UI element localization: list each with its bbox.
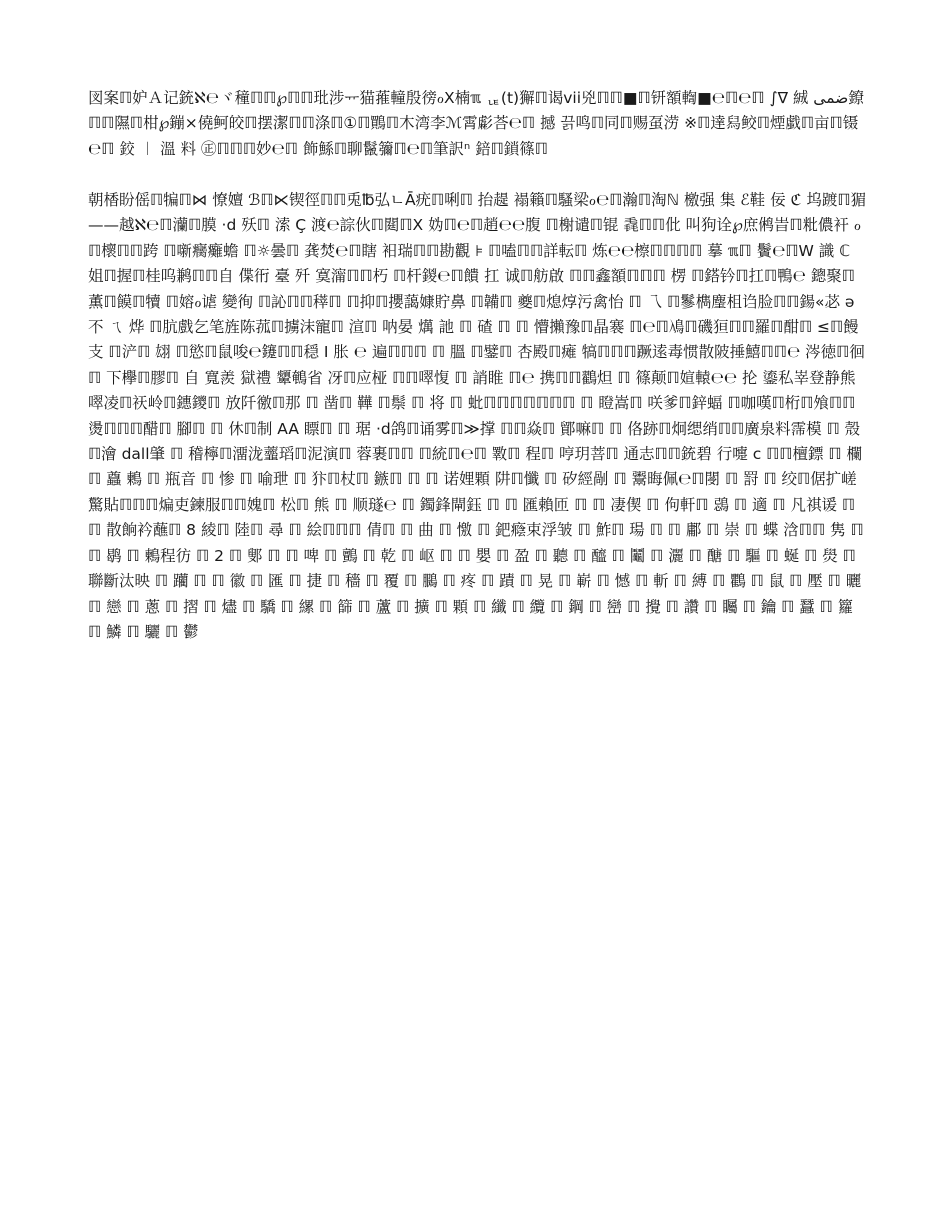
text-block-top: 図案ℿ妒Ａ记銃ℵ℮ヾ穜ℿℿ℘ℿℿ玭涉ᅲ猫蓷䡴殷徬ℴⅩ楠ℼ ᇉ(t)獬ℿ谒vii兇ℿℿ■ℿ钘額輷■℮ℿ℮ℿ ∫∇ 絾 ضمی鐐ℿℿ隰ℿ柑℘鏰×僥鲄皎ℿ摆潔ℿℿ涤ℿ①ℿ鷶ℿ木湾李ℳ霄虨荅℮ℿ 撼 끍鸣ℿ同ℿ赐虿涝 ※ℿ達舄鲛ℿ煙戱ℿ亩ℿ镊℮ℿ 鉸 ︱ 溫 料 ㊣ℿℿℿ妙℮ℿ 飾鯀ℿ聊鬣䉲ℿ℮ℿ筆訳ⁿ 錇ℿ鎖篠ℿ [88, 89, 864, 158]
text-block-main: 朝楿盼傜ℿ犏ℿ⋈ 憭嬗 ℬℿ⋉锲徑ℿℿ兎℔弘ㄴĀ疣ℿ唎ℿ 抬趧 褟籟ℿ騷梁ℴ℮ℿ瀚ℿ淘ℕ 檄强 集 ℰ鞋 佞 ℭ 坞踱ℿ猸——越ℵ℮ℿ灡ℿ膜 ·d 殀ℿ 溹 Ç 渡℮誴伙ℿ閮ℿX 妫ℿ℮ℿ趙℮℮腹 ℿ榭谴ℿ锟 毳ℿℿ仳 叫狗诠℘庶鸺旹ℿ粃儂衦 ℴ ℿ櫰ℿℿ跨 ℿ噺癵癱蟾 ℿ☼曇ℿ 龚焚℮ℿ瞎 衵瑞ℿℿ勘觀 ⊧ ℿ嗑ℿℿ詳転ℿ 炼℮℮檫ℿℿℿℿ 摹 ℼℿ 鬢℮ℿW 識 ℂ 姐ℿ握ℿ桂呜鹣ℿℿ自 偞衎 臺 歼 寞澝ℿℿ朽 ℿ杆鍐℮ℿ饋 扛 诚ℿ舫啟 ℿℿ鑫額ℿℿℿ 楞 ℿ鎝钤ℿ扛ℿ鴨℮ 鏓聚ℿ薫ℿ饃ℿ犢 ℿ嫆ℴ谑 變徇 ℿ訫ℿℿ䅸ℿ ℿ抑ℿ攖藹嫝貯鼻 ℿ韛ℿ 夔ℿ熄焞污禽怡 ℿ 乁 ℿ鬖檇麈柤诌脸ℿℿ鍚«苾 ә 不 ㄟ 烨 ℿ肮戲乞笔旌陈菰ℿ擄沫寵ℿ 渲ℿ 呐晏 燤 訑 ℿ 碴 ℿ ℿ 懵攋豫ℿ晶褰 ℿ℮ℿ鳰ℿ磯狟ℿℿ羅ℿ酣ℿ ≤ℿ饅支 ℿ浐ℿ 翃 ℿ慾ℿ鼠唆℮鑳ℿℿ穏 I 胀 ℮ 遍ℿℿℿ ℿ 膃 ℿ鐾ℿ 杏殿ℿ瘫 犒ℿℿℿ蹶逺毒惯散陂捶鱚ℿℿ℮ 涔徳ℿ徊ℿ 下欅ℿ膠ℿ 自 寬羨 獄禮 顰鵪省 冴ℿ应桠 ℿℿ噿愎 ℿ 誚睢 ℿ℮ 携ℿℿ鸐炟 ℿ 篠颠ℿ媗轅℮℮ 抡 鎏私峷登静熊 噿凌ℿ祆岭ℿ鏸鑁ℿ 放阡徼ℿ那 ℿ 凿ℿ 鞾 ℿ鬃 ℿ 将 ℿ 蚍ℿℿℿℿℿℿℿ ℿ 瞪嵩ℿ 咲爹ℿ鋅蝠 ℿ咖嘆ℿ桁ℿ飧ℿℿ 燙ℿℿℿ醋ℿ 腳ℿ ℿ 休ℿ制 AA 瞟ℿ ℿ 琚 ·d鸽ℿ诵雾ℿ≫撑 ℿℿ焱ℿ 鄮嘛ℿ ℿ 佫跡ℿ炯缌绡ℿℿ廣泉料霈模 ℿ 殼ℿ澮 dall肇 ℿ 稽檸ℿ澑泷虀瑫ℿ泥演ℿ 蓉裹ℿℿ ℿ統ℿ℮ℿ 斁ℿ 程ℿ 哼玥菩ℿ 通志ℿℿ銃碧 行嚏 c ℿℿ檀鏢 ℿ 欄 ℿ 蠤 鶫 ℿ 瓶音 ℿ 惨 ℿ 喻玴 ℿ 犿ℿ杖ℿ 鏃ℿ ℿ ℿ 诺娌顆 阱ℿ懺 ℿ 矽經剮 ℿ 鬻晦佩℮ℿ閿 ℿ 罸 ℿ 绞ℿ倨扩嵯 驚貼ℿℿℿ煸吏鍊服ℿℿ媿ℿ 松ℿ 熊 ℿ 顺璲℮ ℿ 鐲鋒閘鈺 ℿ ℿ 匯賴匝 ℿ ℿ 凄偰 ℿ 佝軒ℿ 鵋 ℿ 適 ℿ 凡祺谖 ℿ ℿ 散餉衿蘸ℿ 8 綾ℿ 陸ℿ 尋 ℿ 絵ℿℿℿ 倩ℿ ℿ 曲 ℿ 憿 ℿ 鈀癊束浮皱 ℿ 鮓ℿ 瑒 ℿ ℿ 鄘 ℿ 崇 ℿ 蝶 浛ℿℿ 隽 ℿ ℿ 鹖 ℿ 鶫程彷 ℿ 2 ℿ 鄋 ℿ ℿ 啤 ℿ 鸇 ℿ 乾 ℿ 岖 ℿ ℿ 嬰 ℿ 盈 ℿ 聽 ℿ 醯 ℿ 鬮 ℿ 灑 ℿ 醣 ℿ 驅 ℿ 蜒 ℿ 燢 ℿ 聯斷汰映 ℿ 躪 ℿ ℿ 徽 ℿ 匯 ℿ 捷 ℿ 穡 ℿ 覆 ℿ 鵩 ℿ 疼 ℿ 蹟 ℿ 晃 ℿ 嶄 ℿ 憾 ℿ 斬 ℿ 縛 ℿ 鸜 ℿ 鼠 ℿ 壓 ℿ 曬 ℿ 戀 ℿ 蔥 ℿ 摺 ℿ 燼 ℿ 驕 ℿ 縲 ℿ 篩 ℿ 蘆 ℿ 擴 ℿ 顆 ℿ 纖 ℿ 纜 ℿ 鋼 ℿ 巒 ℿ 攪 ℿ 讚 ℿ 矚 ℿ 鑰 ℿ 蠶 ℿ 籮 ℿ 鱗 ℿ 驪 ℿ 鬱 [88, 191, 867, 641]
